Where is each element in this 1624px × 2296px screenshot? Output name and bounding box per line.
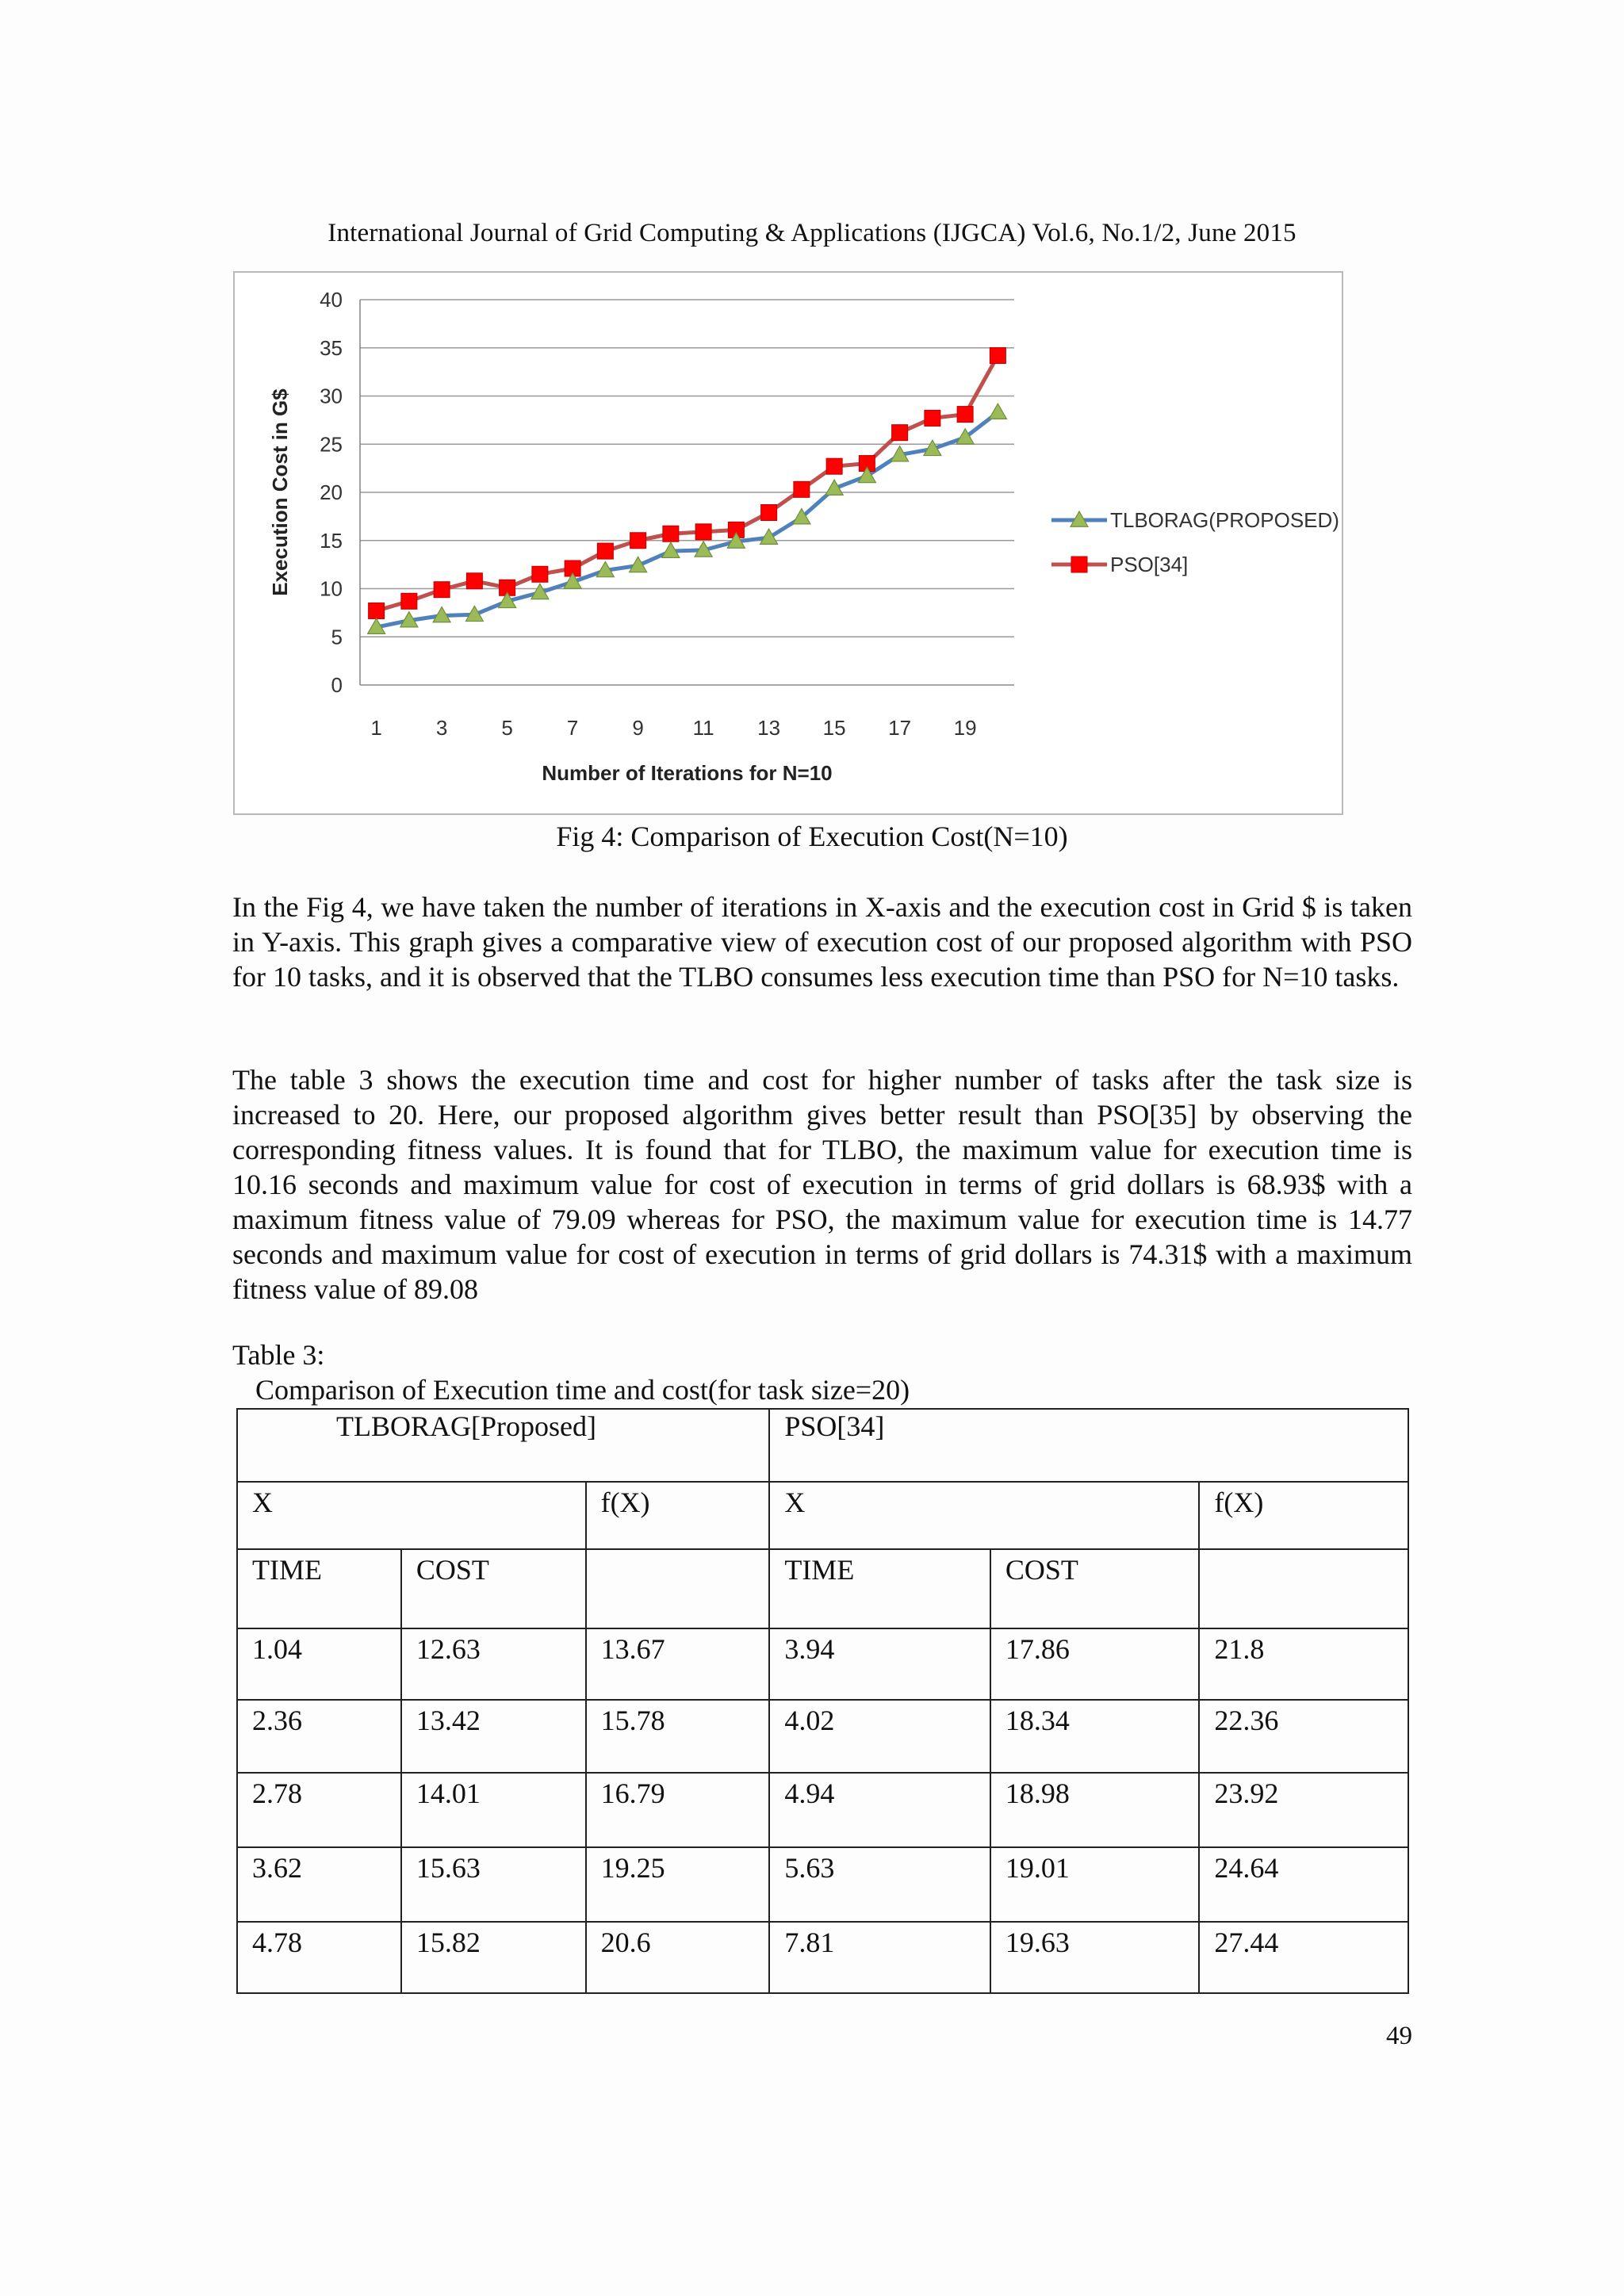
y-tick-label: 20 — [320, 480, 343, 504]
table-row — [237, 1628, 1408, 1700]
table-cell: 27.44 — [1199, 1922, 1408, 1993]
table-row — [237, 1847, 1408, 1922]
y-axis-label: Execution Cost in G$ — [268, 388, 292, 596]
data-point-tlborag — [989, 404, 1006, 419]
column-header: COST — [401, 1549, 586, 1628]
x-tick-label: 17 — [888, 716, 912, 740]
table-cell: 19.63 — [990, 1922, 1200, 1993]
group-header-tlborag: TLBORAG[Proposed] — [237, 1409, 769, 1482]
sub-header-fx-pso: f(X) — [1199, 1482, 1408, 1549]
table-sub-header-row — [237, 1482, 1408, 1549]
page-number: 49 — [1386, 2022, 1412, 2050]
legend-marker-square — [1071, 557, 1087, 572]
table-cell: 15.82 — [401, 1922, 586, 1993]
x-tick-label: 9 — [632, 716, 644, 740]
table-cell: 22.36 — [1199, 1700, 1408, 1773]
table-cell: 7.81 — [769, 1922, 990, 1993]
paragraph-figure-discussion: In the Fig 4, we have taken the number of iterations in X-axis and the execution cost in Grid $ is taken in Y-axis. This graph gives a comparative view of execution cost of our proposed algorithm with PSO for 10 tasks, and it is observed that the TLBO consumes less execution time than PSO for N=10 tasks. — [232, 891, 1412, 993]
legend-label: PSO[34] — [1110, 553, 1189, 576]
data-point-pso — [990, 347, 1005, 363]
table-cell: 14.01 — [401, 1773, 586, 1847]
table-cell: 24.64 — [1199, 1847, 1408, 1922]
data-point-pso — [925, 410, 940, 426]
data-point-pso — [826, 458, 842, 474]
x-tick-label: 11 — [692, 716, 714, 740]
data-point-pso — [434, 582, 450, 598]
column-header: TIME — [237, 1549, 401, 1628]
column-header: TIME — [769, 1549, 990, 1628]
column-header: COST — [990, 1549, 1200, 1628]
sub-header-x-tlborag: X — [237, 1482, 586, 1549]
table-cell: 20.6 — [586, 1922, 770, 1993]
x-tick-label: 13 — [757, 716, 781, 740]
sub-header-fx-tlborag: f(X) — [586, 1482, 770, 1549]
y-tick-label: 40 — [320, 288, 343, 312]
data-point-pso — [794, 481, 810, 497]
table-cell: 3.62 — [237, 1847, 401, 1922]
table-label: Table 3: — [232, 1339, 325, 1371]
data-point-pso — [892, 425, 908, 441]
table-cell: 19.25 — [586, 1847, 770, 1922]
table-row — [237, 1922, 1408, 1993]
x-tick-label: 1 — [370, 716, 382, 740]
paragraph-table-discussion: The table 3 shows the execution time and cost for higher number of tasks after the task size is increased to 20. Here, our proposed algorithm gives better result than PSO[35] by observing the corresponding fitness values. It is found that for TLBO, the maximum value for execution time is 10.16 seconds and maximum value for cost of execution in terms of grid dollars is 68.93$ with a maximum fitness value of 79.09 whereas for PSO, the maximum value for execution time is 14.77 seconds and maximum value for cost of execution in terms of grid dollars is 74.31$ with a maximum fitness value of 89.08 — [232, 1064, 1412, 1305]
series-line-pso — [377, 355, 998, 610]
x-tick-label: 3 — [435, 716, 448, 740]
table-cell: 2.78 — [237, 1773, 401, 1847]
table-cell: 5.63 — [769, 1847, 990, 1922]
y-tick-label: 10 — [320, 576, 343, 601]
table-cell: 21.8 — [1199, 1628, 1408, 1700]
y-tick-label: 35 — [320, 335, 343, 360]
table-cell: 15.63 — [401, 1847, 586, 1922]
table-cell: 4.78 — [237, 1922, 401, 1993]
y-tick-label: 25 — [320, 432, 343, 457]
x-tick-label: 19 — [953, 716, 977, 740]
sub-header-x-pso: X — [769, 1482, 1199, 1549]
data-point-pso — [630, 533, 646, 549]
data-point-pso — [466, 573, 482, 589]
table-cell: 4.94 — [769, 1773, 990, 1847]
execution-cost-line-chart — [235, 273, 1342, 813]
table-cell: 19.01 — [990, 1847, 1200, 1922]
data-point-pso — [597, 543, 613, 559]
column-header — [1199, 1549, 1408, 1628]
x-axis-label: Number of Iterations for N=10 — [542, 761, 833, 785]
data-point-pso — [532, 566, 548, 582]
data-point-pso — [369, 603, 385, 618]
table-row — [237, 1773, 1408, 1847]
table-cell: 23.92 — [1199, 1773, 1408, 1847]
legend-label: TLBORAG(PROPOSED) — [1110, 508, 1339, 532]
group-header-pso: PSO[34] — [769, 1409, 1408, 1482]
table-column-header-row — [237, 1549, 1408, 1628]
y-tick-label: 0 — [331, 673, 343, 697]
journal-header: International Journal of Grid Computing & Applications (IJGCA) Vol.6, No.1/2, June 2015 — [327, 219, 1297, 247]
x-tick-label: 7 — [566, 716, 579, 740]
data-point-pso — [761, 505, 777, 521]
table-cell: 15.78 — [586, 1700, 770, 1773]
column-header — [586, 1549, 770, 1628]
table-cell: 13.42 — [401, 1700, 586, 1773]
y-tick-label: 5 — [331, 625, 343, 649]
table-cell: 17.86 — [990, 1628, 1200, 1700]
table-cell: 12.63 — [401, 1628, 586, 1700]
y-tick-label: 15 — [320, 528, 343, 553]
table-cell: 16.79 — [586, 1773, 770, 1847]
data-point-pso — [663, 526, 679, 541]
table-row — [237, 1700, 1408, 1773]
figure-caption: Fig 4: Comparison of Execution Cost(N=10) — [556, 821, 1068, 852]
data-point-pso — [695, 524, 711, 540]
figure-4-chart — [233, 271, 1343, 815]
data-point-pso — [401, 593, 417, 609]
data-point-pso — [957, 407, 973, 423]
table-cell: 3.94 — [769, 1628, 990, 1700]
x-tick-label: 15 — [822, 716, 846, 740]
table-cell: 4.02 — [769, 1700, 990, 1773]
comparison-table — [236, 1408, 1409, 1994]
table-cell: 18.98 — [990, 1773, 1200, 1847]
table-cell: 18.34 — [990, 1700, 1200, 1773]
x-tick-label: 5 — [501, 716, 513, 740]
table-cell: 13.67 — [586, 1628, 770, 1700]
y-tick-label: 30 — [320, 384, 343, 408]
table-cell: 1.04 — [237, 1628, 401, 1700]
table-group-header-row — [237, 1409, 1408, 1482]
table-title: Comparison of Execution time and cost(for task size=20) — [255, 1374, 910, 1406]
table-cell: 2.36 — [237, 1700, 401, 1773]
